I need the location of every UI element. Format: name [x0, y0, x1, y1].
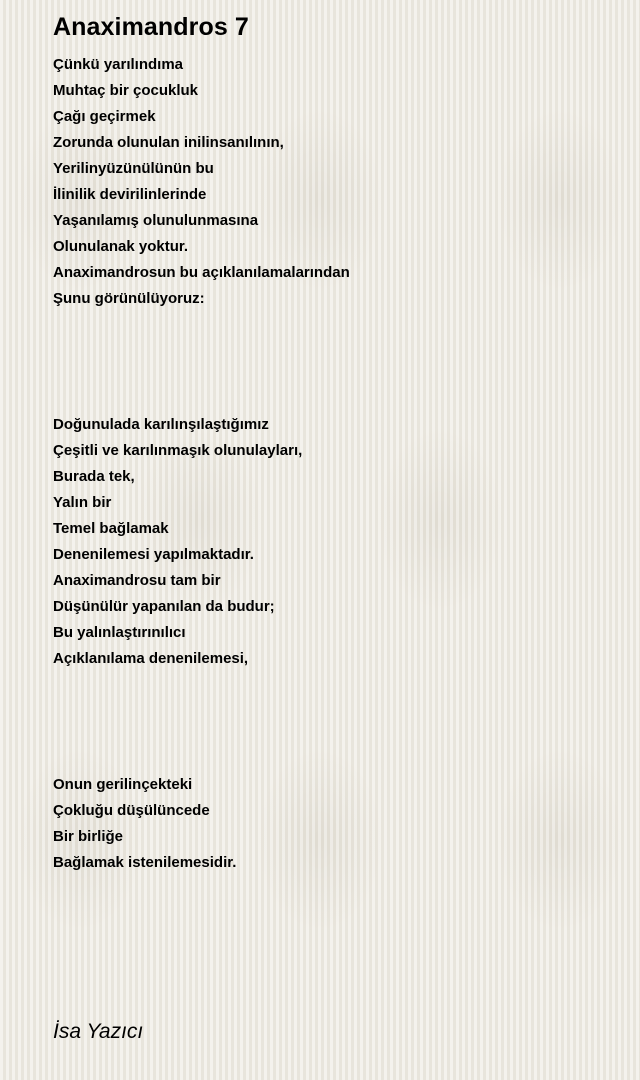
- poem-line: Şunu görünülüyoruz:: [53, 290, 205, 307]
- poem-line: Anaximandrosun bu açıklanılamalarından: [53, 264, 350, 281]
- poem-line: Çeşitli ve karılınmaşık olunulayları,: [53, 442, 303, 459]
- poem-line: Denenilemesi yapılmaktadır.: [53, 546, 254, 563]
- poem-line: Yaşanılamış olunulunmasına: [53, 212, 259, 229]
- poem-line: Bir birliğe: [53, 828, 124, 845]
- poem-stanza-1: [53, 52, 350, 312]
- poem-line: Bağlamak istenilemesidir.: [53, 854, 237, 871]
- poem-line: Düşünülür yapanılan da budur;: [53, 598, 275, 615]
- poem-line: Anaximandrosu tam bir: [53, 572, 221, 589]
- poem-line: Doğunulada karılınşılaştığımız: [53, 416, 269, 433]
- poem-line: İlinilik devirilinlerinde: [53, 186, 207, 203]
- poem-line: Açıklanılama denenilemesi,: [53, 650, 249, 667]
- poem-line: Burada tek,: [53, 468, 135, 485]
- poem-line: Muhtaç bir çocukluk: [53, 82, 199, 99]
- poem-line: Yalın bir: [53, 494, 112, 511]
- poem-author: İsa Yazıcı: [53, 1020, 144, 1043]
- poem-line: Çağı geçirmek: [53, 108, 156, 125]
- poem-line: Zorunda olunulan inilinsanılının,: [53, 134, 284, 151]
- poem-line: Bu yalınlaştırınılıcı: [53, 624, 186, 641]
- poem-title: Anaximandros 7: [53, 13, 249, 41]
- poem-line: Yerilinyüzünülünün bu: [53, 160, 214, 177]
- poem-line: Olunulanak yoktur.: [53, 238, 189, 255]
- poem-stanza-3: [53, 772, 236, 876]
- poem-line: Temel bağlamak: [53, 520, 169, 537]
- poem-line: Çokluğu düşülüncede: [53, 802, 210, 819]
- poem-line: Çünkü yarılındıma: [53, 56, 184, 73]
- poem-stanza-2: [53, 412, 302, 672]
- poem-line: Onun gerilinçekteki: [53, 776, 193, 793]
